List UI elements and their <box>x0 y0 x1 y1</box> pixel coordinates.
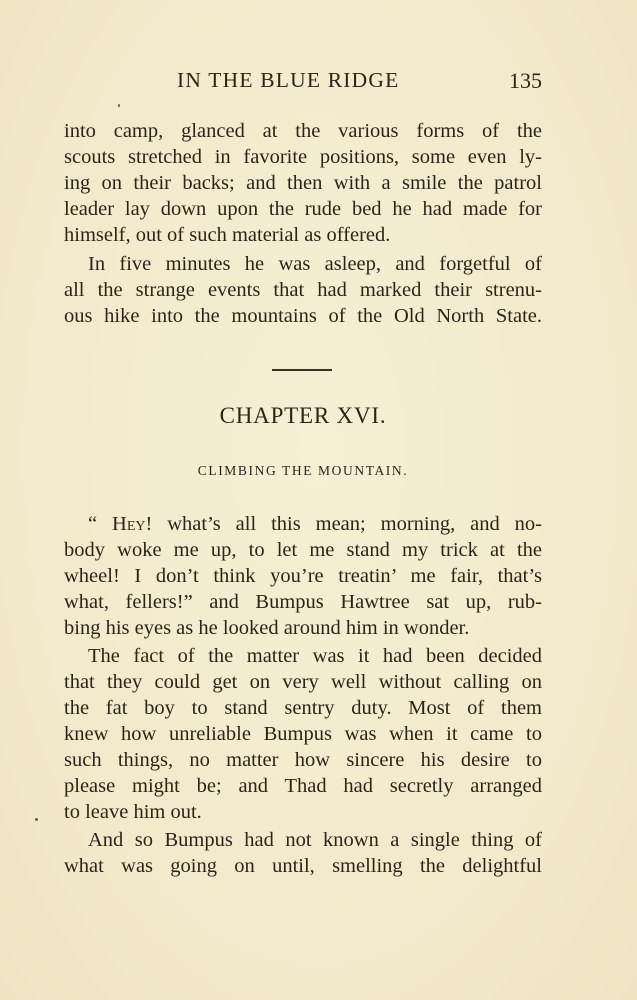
running-header <box>64 68 542 96</box>
ink-speck <box>35 818 38 821</box>
text-line: body woke me up, to let me stand my trick at the <box>64 539 542 561</box>
text-fragment: ! what’s all this mean; morning, and no- <box>145 513 542 535</box>
text-line <box>88 511 542 537</box>
text-line: into camp, glanced at the various forms of the <box>64 120 542 142</box>
text-line: please might be; and Thad had secretly arranged <box>64 775 542 797</box>
running-title: IN THE BLUE RIDGE <box>177 68 400 92</box>
text-line: bing his eyes as he looked around him in wonder. <box>64 617 470 639</box>
text-line: In five minutes he was asleep, and forgetful of <box>88 253 542 275</box>
text-line: what was going on until, smelling the delightful <box>64 855 542 877</box>
text-line: ous hike into the mountains of the Old North State. <box>64 305 542 327</box>
text-line: all the strange events that had marked their strenu- <box>64 279 542 301</box>
text-line: scouts stretched in favorite positions, some even ly- <box>64 146 542 168</box>
text-line: to leave him out. <box>64 801 202 823</box>
text-line: himself, out of such material as offered. <box>64 224 391 246</box>
first-word: Hey <box>112 513 146 535</box>
chapter-heading: CHAPTER XVI. <box>219 403 387 428</box>
text-line: that they could get on very well without calling on <box>64 671 542 693</box>
text-line: what, fellers!” and Bumpus Hawtree sat up, rub- <box>64 591 542 613</box>
text-line: wheel! I don’t think you’re treatin’ me fair, that’s <box>64 565 542 587</box>
text-line: leader lay down upon the rude bed he had made for <box>64 198 542 220</box>
page-number: 135 <box>509 68 542 93</box>
text-line: ing on their backs; and then with a smile the patrol <box>64 172 542 194</box>
text-line: such things, no matter how sincere his desire to <box>64 749 542 771</box>
section-divider <box>272 369 332 371</box>
ink-speck <box>118 104 120 107</box>
text-line: And so Bumpus had not known a single thing of <box>88 829 542 851</box>
open-quote: “ <box>88 513 113 535</box>
chapter-subtitle: CLIMBING THE MOUNTAIN. <box>197 463 409 478</box>
text-line: The fact of the matter was it had been decided <box>88 645 542 667</box>
text-line: the fat boy to stand sentry duty. Most of them <box>64 697 542 719</box>
text-line: knew how unreliable Bumpus was when it came to <box>64 723 542 745</box>
